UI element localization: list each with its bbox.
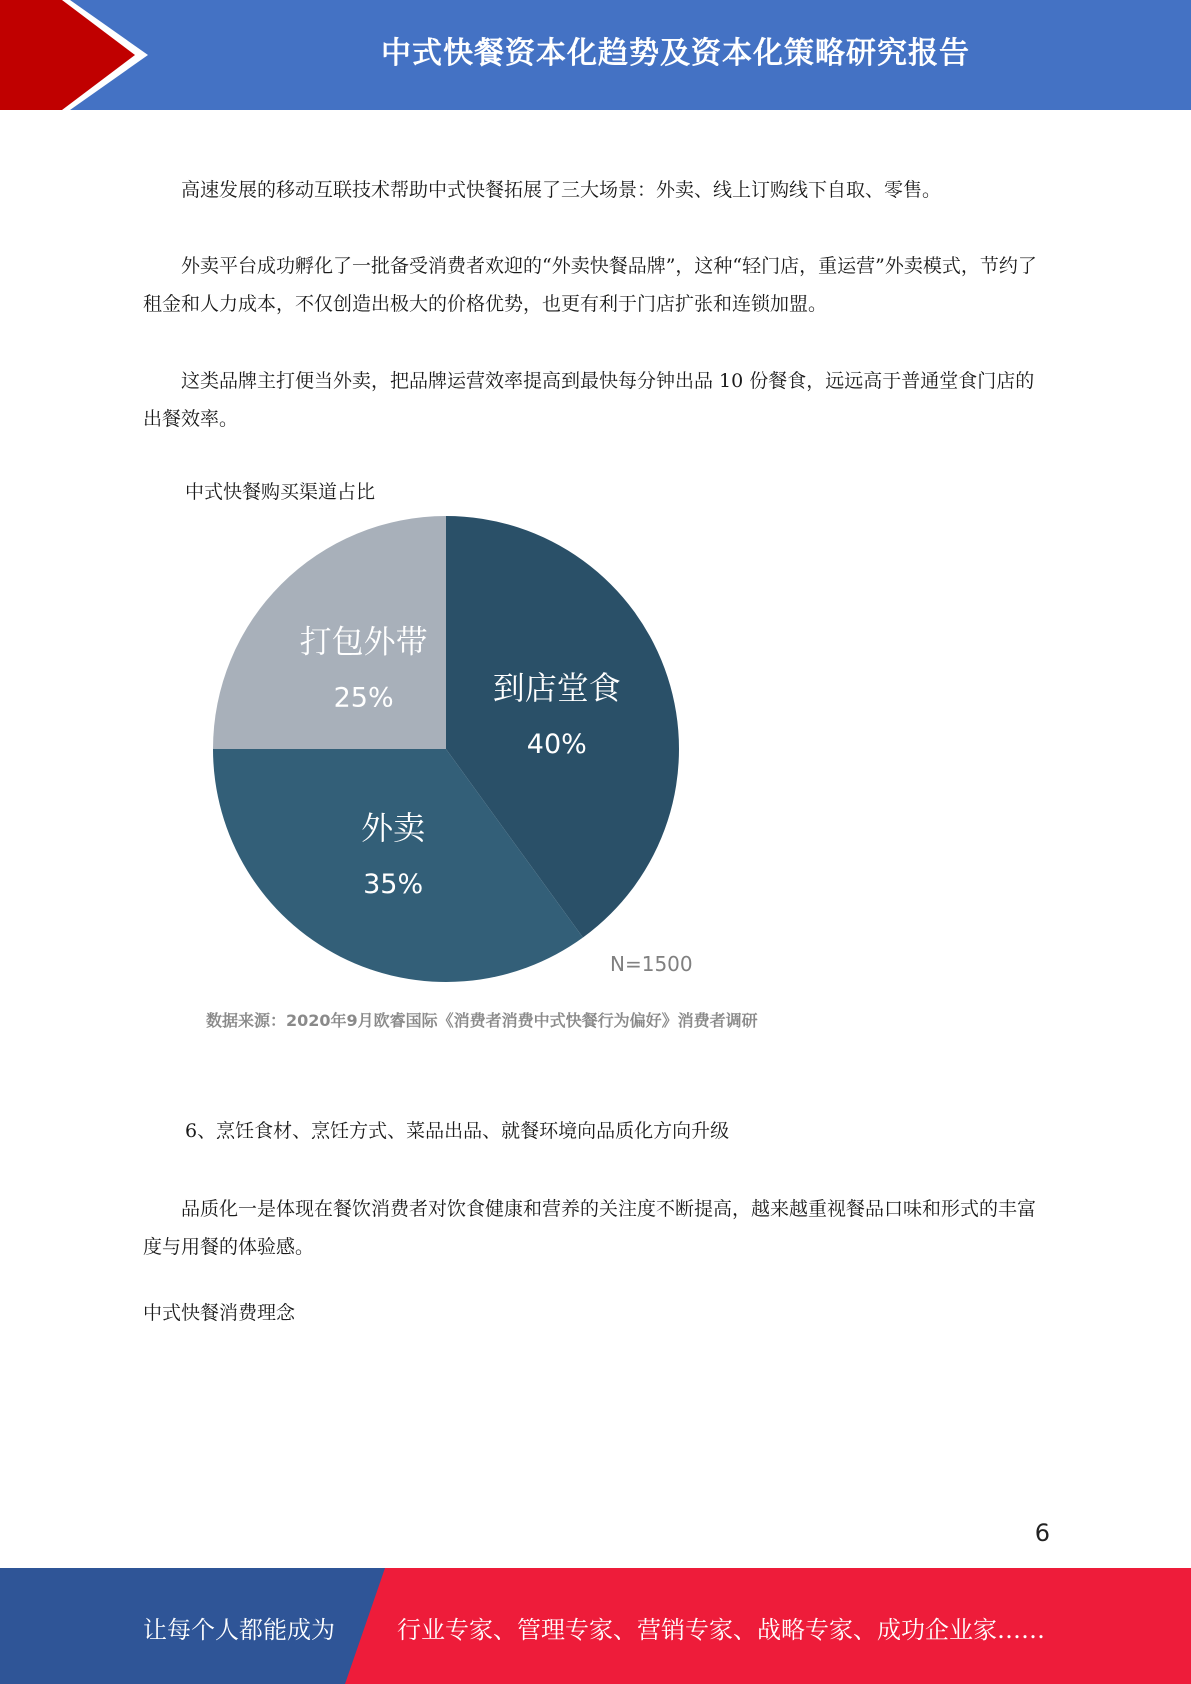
pie-category-label: 到店堂食 — [492, 668, 621, 707]
chart-caption: 中式快餐购买渠道占比 — [185, 481, 376, 503]
page-number: 6 — [1034, 1519, 1050, 1547]
paragraph-scenarios: 高速发展的移动互联技术帮助中式快餐拓展了三大场景：外卖、线上订购线下自取、零售。 — [181, 179, 942, 201]
footer-slogan-right: 行业专家、管理专家、营销专家、战略专家、成功企业家…… — [397, 1616, 1045, 1644]
chart-source-note: 数据来源：2020年9月欧睿国际《消费者消费中式快餐行为偏好》消费者调研 — [206, 1011, 758, 1030]
caption-consumption-concept: 中式快餐消费理念 — [143, 1302, 296, 1324]
report-title: 中式快餐资本化趋势及资本化策略研究报告 — [381, 36, 970, 71]
pie-value-label: 25% — [333, 682, 394, 714]
footer-slogan-left: 让每个人都能成为 — [143, 1616, 335, 1644]
sample-size-annotation: N=1500 — [610, 952, 693, 976]
page-header — [0, 0, 1191, 110]
pie-category-label: 外卖 — [361, 808, 426, 847]
pie-value-label: 40% — [526, 728, 587, 760]
pie-category-label: 打包外带 — [299, 622, 428, 661]
pie-value-label: 35% — [363, 868, 424, 900]
paragraph-delivery-brands: 外卖平台成功孵化了一批备受消费者欢迎的“外卖快餐品牌”，这种“轻门店，重运营”外卖模式，节约了租金和人力成本，不仅创造出极大的价格优势，也更有利于门店扩张和连锁加盟。 — [143, 255, 1037, 315]
section-heading-6: 6、烹饪食材、烹饪方式、菜品出品、就餐环境向品质化方向升级 — [185, 1120, 730, 1142]
header-arrow-decoration — [0, 0, 160, 110]
page-footer — [0, 1568, 1191, 1684]
paragraph-quality: 品质化一是体现在餐饮消费者对饮食健康和营养的关注度不断提高，越来越重视餐品口味和形式的丰富度与用餐的体验感。 — [143, 1198, 1037, 1258]
paragraph-efficiency: 这类品牌主打便当外卖，把品牌运营效率提高到最快每分钟出品 10 份餐食，远远高于普通堂食门店的出餐效率。 — [143, 370, 1035, 430]
purchase-channel-pie-chart — [200, 505, 700, 990]
